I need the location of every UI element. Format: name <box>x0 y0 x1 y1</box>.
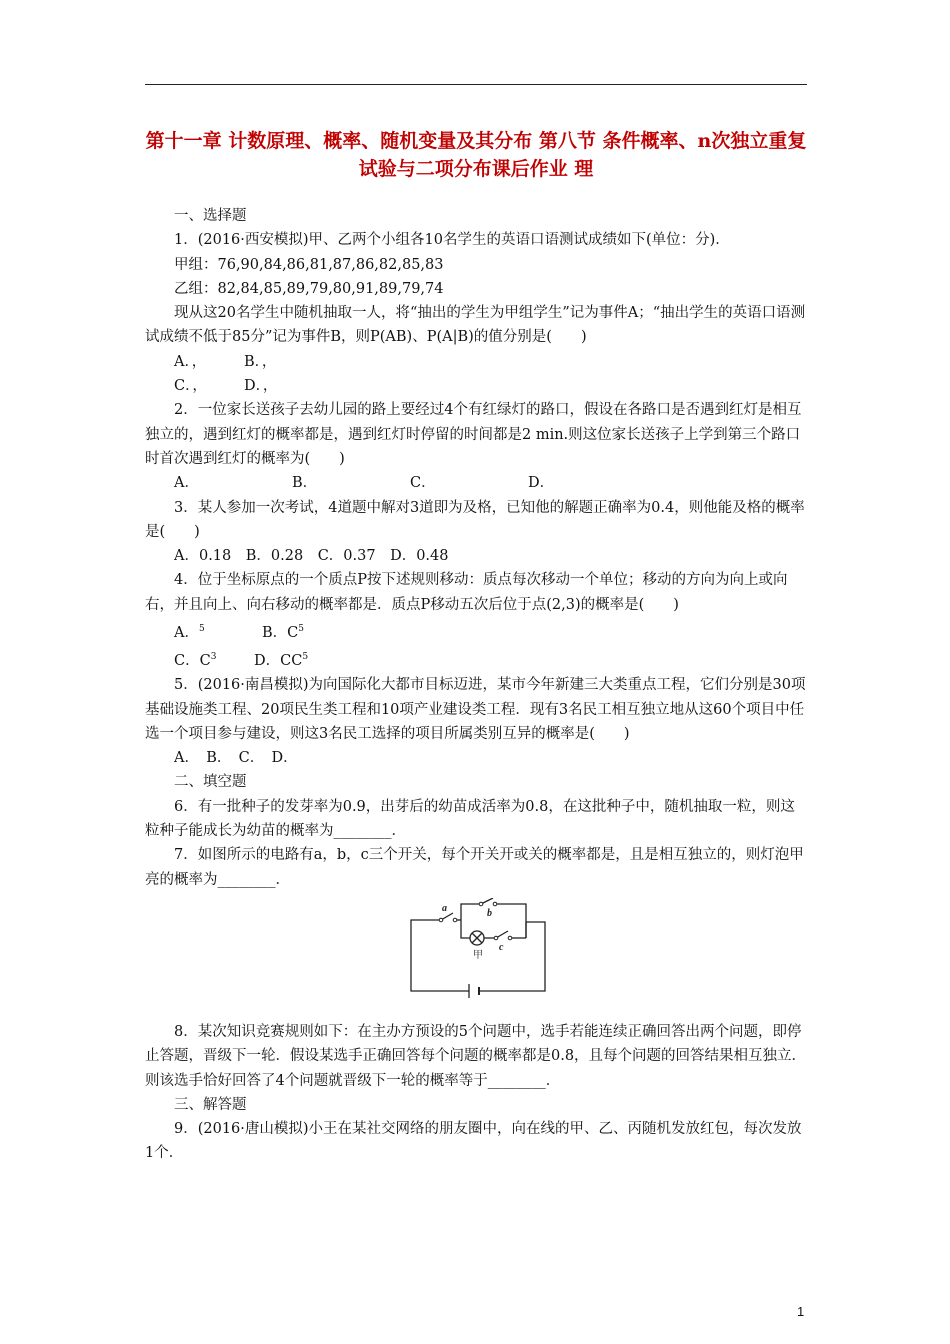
q9-text: 9．(2016·唐山模拟)小王在某社交网络的朋友圈中，向在线的甲、乙、丙随机发放红包，每次发放1个． <box>145 1121 802 1162</box>
q5-text: 5．(2016·南昌模拟)为向国际化大都市目标迈进，某市今年新建三大类重点工程，它们分别是30项基础设施类工程、20项民生类工程和10项产业建设类工程．现有3名民工相互独立地从这60个项目中任选一个项目参与建设，则这3名民工选择的项目所属类别互异的概率是( ) <box>145 677 806 742</box>
switch-c-label: c <box>499 941 504 953</box>
q7-text: 7．如图所示的电路有a，b，c三个开关，每个开关开或关的概率都是，且是相互独立的，则灯泡甲亮的概率为________． <box>145 847 804 888</box>
circuit-wire-left <box>411 920 469 991</box>
q2-option-b: B． <box>292 475 318 492</box>
document-body <box>145 204 807 1166</box>
circuit-diagram <box>391 898 561 1000</box>
q4-options-cd <box>145 645 807 673</box>
section-heading-choice: 一、选择题 <box>174 208 247 224</box>
q2-text: 2．一位家长送孩子去幼儿园的路上要经过4个有红绿灯的路口，假设在各路口是否遇到红灯是相互独立的，遇到红灯的概率都是，遇到红灯时停留的时间都是2 min.则这位家长送孩子上学到第三个路口时首次遇到红灯的概率为( ) <box>145 402 802 467</box>
q2-option-d: D． <box>528 475 555 492</box>
q1-stem: 1．(2016·西安模拟)甲、乙两个小组各10名学生的英语口语测试成绩如下(单位：分)． <box>174 232 730 249</box>
q2-options <box>145 471 807 495</box>
q4-option-a: A．$^5$ <box>174 624 205 641</box>
q4-text: 4．位于坐标原点的一个质点P按下述规则移动：质点每次移动一个单位；移动的方向为向上或向右，并且向上、向右移动的概率都是．质点P移动五次后位于点(2,3)的概率是( ) <box>145 572 788 613</box>
q4-option-c: C．$C^3$ <box>174 652 217 669</box>
q3-text: 3．某人参加一次考试，4道题中解对3道即为及格，已知他的解题正确率为0.4，则他能及格的概率是( ) <box>145 499 805 540</box>
q1-group-b: 乙组：82,84,85,89,79,80,91,89,79,74 <box>174 280 444 297</box>
q8-text: 8．某次知识竞赛规则如下：在主办方预设的5个问题中，选手若能连续正确回答出两个问题，即停止答题，晋级下一轮．假设某选手正确回答每个问题的概率都是0.8，且每个问题的回答结果相互独立．则该选手恰好回答了4个问题就晋级下一轮的概率等于________． <box>145 1023 807 1089</box>
q1-option-d: D．， <box>244 378 278 395</box>
lamp-label: 甲 <box>473 949 483 961</box>
page-title: 第十一章 计数原理、概率、随机变量及其分布 第八节 条件概率、n次独立重复试验与二项分布课后作业 理 <box>145 130 807 180</box>
q3-options: A．0.18 B．0.28 C．0.37 D．0.48 <box>174 548 449 565</box>
q1-option-c: C．， <box>174 378 207 395</box>
q4-option-b: B．$C^5$ <box>262 624 304 641</box>
switch-b-label: b <box>487 907 492 919</box>
section-heading-fill: 二、填空题 <box>174 774 247 791</box>
q5-options: A． B． C． D． <box>174 750 298 767</box>
page-number: 1 <box>797 1304 805 1319</box>
q4-option-d: D．$CC^5$ <box>254 652 309 669</box>
circuit-wire-right <box>479 922 545 991</box>
q2-option-c: C． <box>410 475 436 492</box>
q4-options-ab <box>145 617 807 645</box>
section-heading-solve: 三、解答题 <box>174 1096 247 1113</box>
branch-top-wire <box>461 904 481 920</box>
q6-text: 6．有一批种子的发芽率为0.9，出芽后的幼苗成活率为0.8，在这批种子中，随机抽取一粒，则这粒种子能成长为幼苗的概率为________． <box>145 798 795 840</box>
q1-option-a: A．， <box>174 353 207 370</box>
switch-a-label: a <box>442 902 447 914</box>
header-rule <box>145 84 807 85</box>
branch-bottom-wire <box>461 920 470 938</box>
q1-options-ab <box>145 350 807 374</box>
q1-text: 现从这20名学生中随机抽取一人，将“抽出的学生为甲组学生”记为事件A；“抽出学生的英语口语测试成绩不低于85分”记为事件B，则P(AB)、P(A|B)的值分别是( ) <box>145 305 806 346</box>
q2-option-a: A． <box>174 475 199 492</box>
q1-group-a: 甲组：76,90,84,86,81,87,86,82,85,83 <box>174 256 444 273</box>
q1-option-b: B．， <box>244 353 277 370</box>
q1-options-cd <box>145 374 807 398</box>
